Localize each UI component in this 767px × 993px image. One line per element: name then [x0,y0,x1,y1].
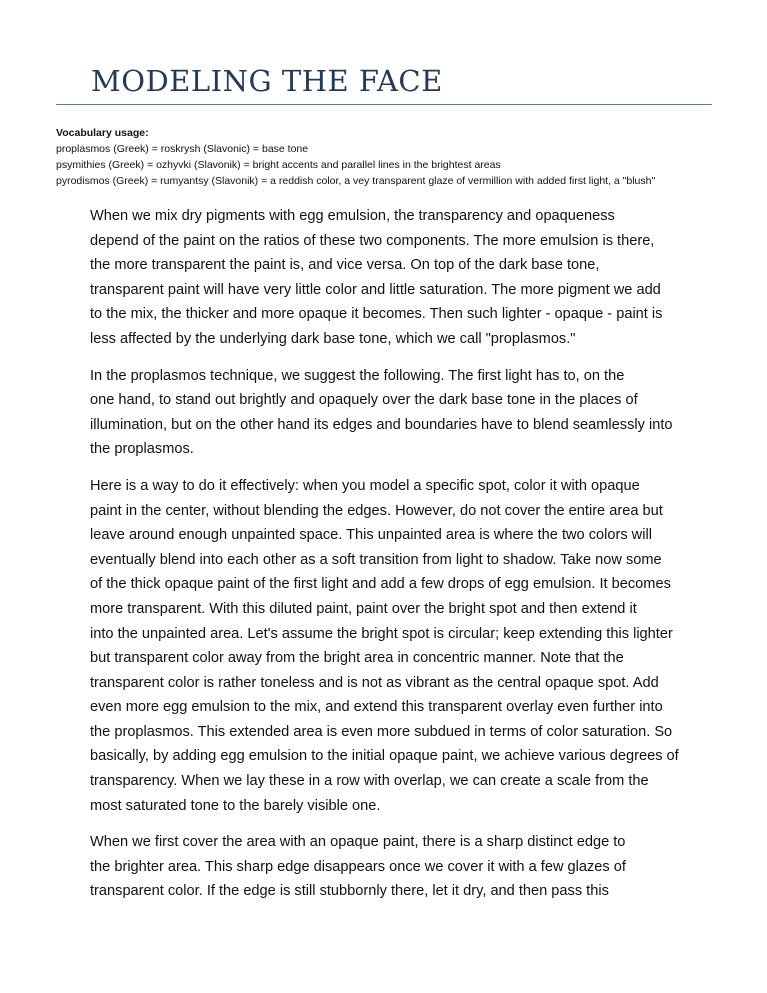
vocabulary-line: proplasmos (Greek) = roskrysh (Slavonic) = base tone [56,143,309,155]
text-line: Here is a way to do it effectively: when you model a specific spot, color it with opaque [90,477,640,494]
title-divider [56,104,712,105]
text-line: more transparent. With this diluted paint, paint over the bright spot and then extend it [90,600,637,617]
text-line: paint in the center, without blending the edges. However, do not cover the entire area but [90,502,663,519]
paragraph [56,364,711,462]
text-line: even more egg emulsion to the mix, and extend this transparent overlay even further into [90,699,663,716]
text-line: illumination, but on the other hand its edges and boundaries have to blend seamlessly into [90,416,673,433]
page-title: MODELING THE FACE [91,64,443,98]
text-line: transparent paint will have very little color and little saturation. The more pigment we add [90,281,661,298]
text-line: of the thick opaque paint of the first light and add a few drops of egg emulsion. It becomes [90,576,671,593]
text-line: most saturated tone to the barely visible one. [90,797,381,814]
vocabulary-line: pyrodismos (Greek) = rumyantsy (Slavonik) = a reddish color, a vey transparent glaze of vermillion with added first light, a "blush" [56,175,656,187]
text-line: leave around enough unpainted space. This unpainted area is where the two colors will [90,527,652,544]
text-line: the proplasmos. [90,441,194,458]
text-line: less affected by the underlying dark base tone, which we call "proplasmos." [90,330,576,347]
text-line: the more transparent the paint is, and vice versa. On top of the dark base tone, [90,257,600,274]
text-line: the brighter area. This sharp edge disappears once we cover it with a few glazes of [90,858,626,875]
text-line: When we mix dry pigments with egg emulsion, the transparency and opaqueness [90,208,615,224]
text-line: When we first cover the area with an opaque paint, there is a sharp distinct edge to [90,834,626,851]
text-line: into the unpainted area. Let's assume the bright spot is circular; keep extending this lighter [90,625,673,642]
paragraph [56,830,711,904]
text-line: eventually blend into each other as a soft transition from light to shadow. Take now some [90,551,662,568]
text-line: depend of the paint on the ratios of these two components. The more emulsion is there, [90,232,655,249]
paragraph [56,204,711,352]
text-line: but transparent color away from the bright area in concentric manner. Note that the [90,650,624,667]
vocabulary-heading: Vocabulary usage: [56,127,149,139]
text-line: one hand, to stand out brightly and opaquely over the dark base tone in the places of [90,392,638,409]
text-line: transparency. When we lay these in a row with overlap, we can create a scale from the [90,773,649,790]
paragraph [56,474,711,818]
text-line: transparent color. If the edge is still stubbornly there, let it dry, and then pass this [90,883,609,900]
text-line: basically, by adding egg emulsion to the initial opaque paint, we achieve various degrees of [90,748,679,765]
text-line: In the proplasmos technique, we suggest the following. The first light has to, on the [90,367,625,384]
text-line: transparent color is rather toneless and is not as vibrant as the central opaque spot. Add [90,674,659,691]
body-text [56,204,711,916]
vocabulary-line: psymithies (Greek) = ozhyvki (Slavonik) = bright accents and parallel lines in the brightest areas [56,159,501,171]
text-line: to the mix, the thicker and more opaque it becomes. Then such lighter - opaque - paint is [90,306,663,323]
text-line: the proplasmos. This extended area is even more subdued in terms of color saturation. So [90,723,673,740]
vocabulary-section [56,125,716,189]
